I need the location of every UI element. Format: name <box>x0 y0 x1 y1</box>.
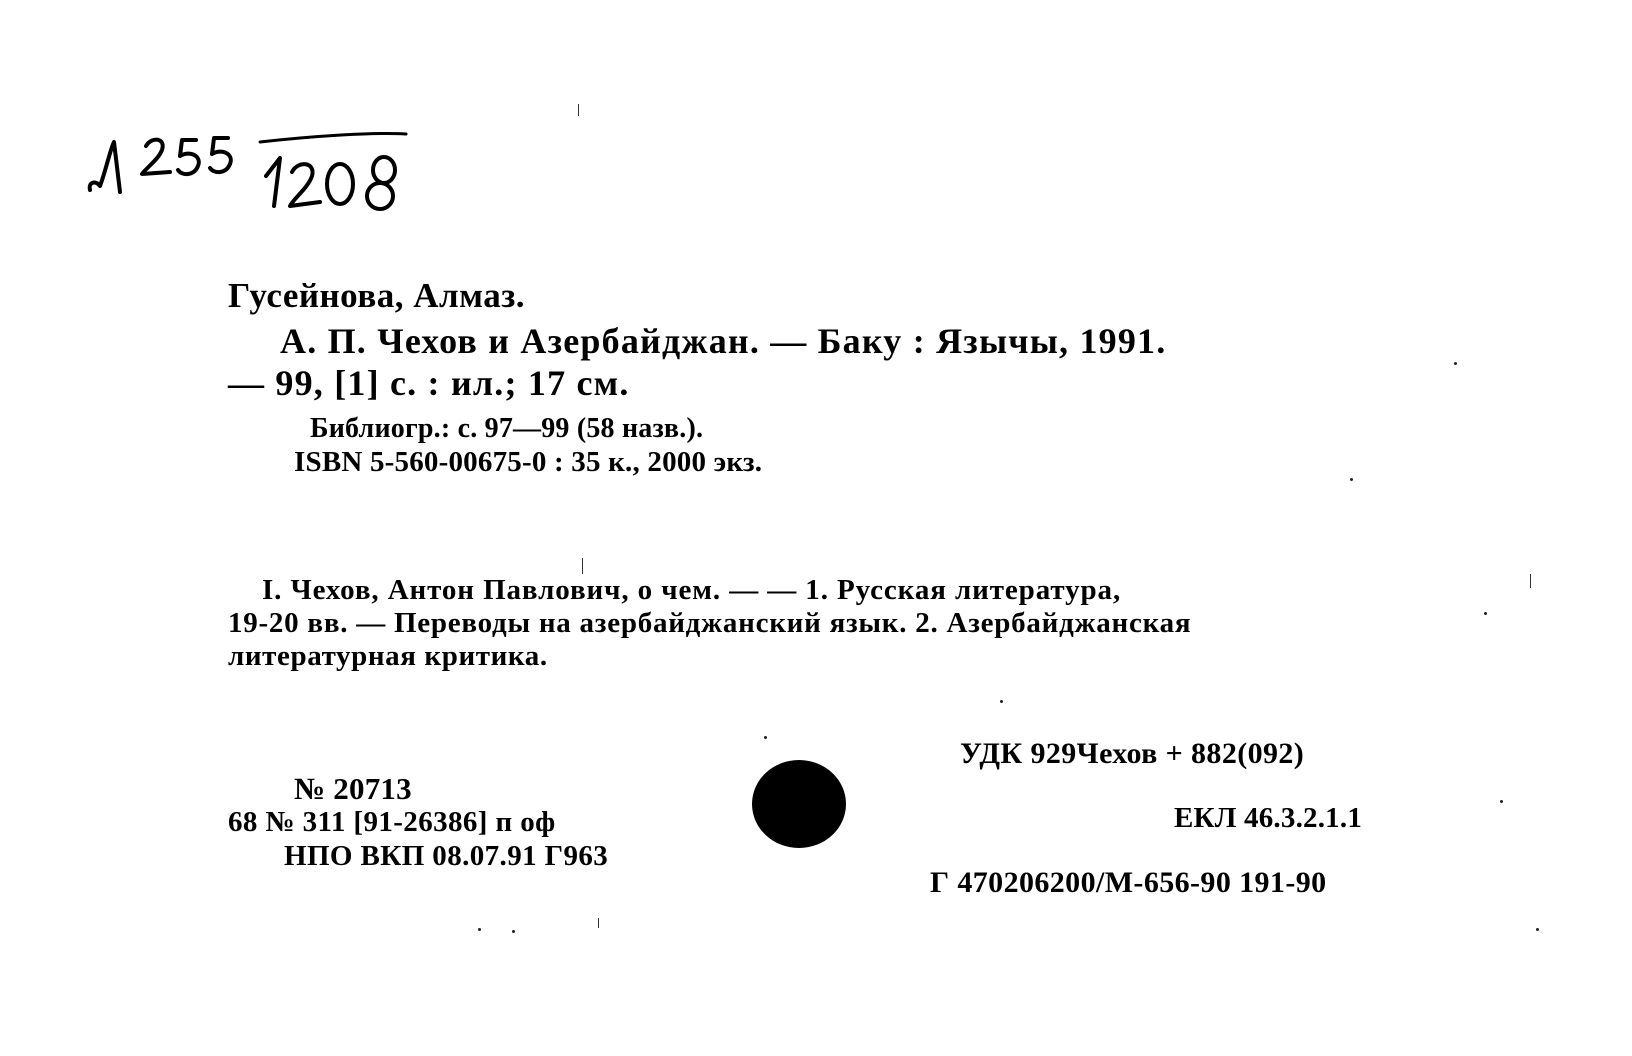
scan-speck <box>1000 700 1003 703</box>
scan-speck <box>1454 362 1457 365</box>
physical-description: — 99, [1] с. : ил.; 17 см. <box>228 363 630 403</box>
scan-speck <box>1500 800 1503 803</box>
scan-speck <box>1350 478 1353 481</box>
subject-line: литературная критика. <box>228 640 548 672</box>
scan-speck <box>478 928 481 931</box>
scan-speck <box>512 930 515 933</box>
g-code: Г 470206200/М-656-90 191-90 <box>930 866 1327 899</box>
ekl-code: ЕКЛ 46.3.2.1.1 <box>1174 802 1363 834</box>
scan-speck <box>1536 928 1539 931</box>
print-info-line: 68 № 311 [91-26386] п оф <box>228 806 556 838</box>
scan-speck <box>764 736 767 739</box>
scan-mark <box>1530 574 1531 588</box>
card-number: № 20713 <box>294 771 412 806</box>
bibliography-note: Библиогр.: с. 97—99 (58 назв.). <box>310 413 704 444</box>
print-info-line: НПО ВКП 08.07.91 Г963 <box>284 840 609 872</box>
subject-line: 19-20 вв. — Переводы на азербайджанский язык. 2. Азербайджанская <box>228 607 1192 639</box>
scan-mark <box>578 104 579 116</box>
handwritten-shelf-mark <box>84 120 434 230</box>
scan-mark <box>598 918 599 928</box>
scan-speck <box>1484 612 1487 615</box>
subject-line: I. Чехов, Антон Павлович, о чем. — — 1. Русская литература, <box>262 574 1122 606</box>
isbn-price-note: ISBN 5-560-00675-0 : 35 к., 2000 экз. <box>294 446 763 478</box>
punch-hole <box>752 760 846 848</box>
udc-code: УДК 929Чехов + 882(092) <box>960 737 1305 770</box>
author-name: Гусейнова, Алмаз. <box>228 276 526 315</box>
title-publication-line: А. П. Чехов и Азербайджан. — Баку : Язычы, 1991. <box>280 321 1167 361</box>
scan-mark <box>582 558 583 574</box>
